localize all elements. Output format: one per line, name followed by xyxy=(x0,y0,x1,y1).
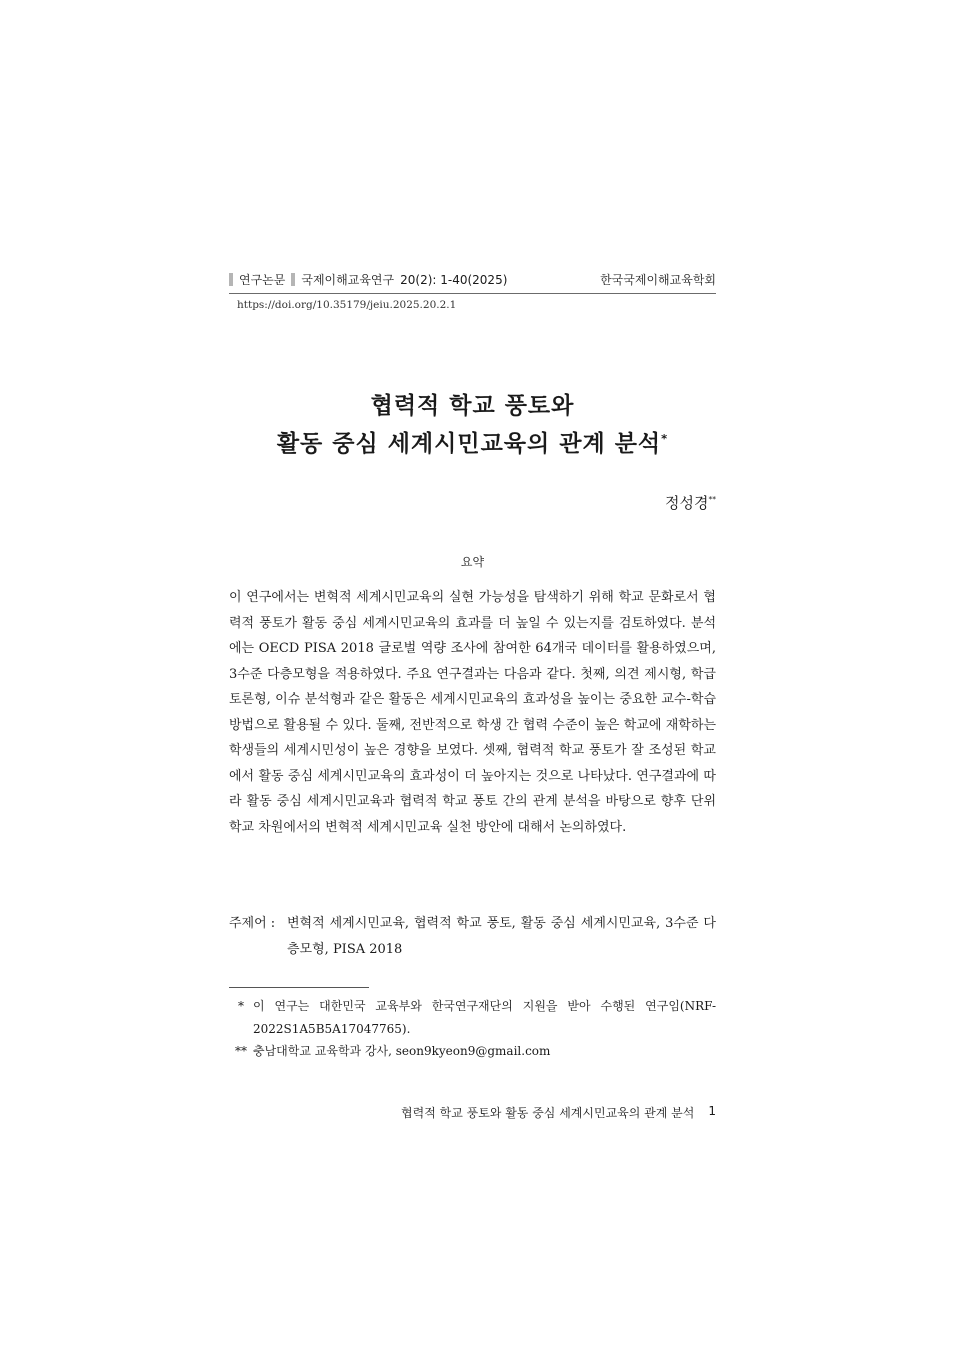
keywords-label: 주제어 : xyxy=(229,916,276,931)
author-name: 정성경 xyxy=(665,494,709,512)
footnote-mark: ** xyxy=(235,1044,247,1058)
author xyxy=(665,492,716,513)
footnote-text: 이 연구는 대한민국 교육부와 한국연구재단의 지원을 받아 수행된 연구임(NRF-2022S1A5B5A17047765). xyxy=(253,999,716,1036)
paper-title-line-2: 활동 중심 세계시민교육의 관계 분석* xyxy=(276,431,669,457)
journal-header xyxy=(229,271,716,294)
article-category: 연구논문 xyxy=(239,273,286,287)
journal-name: 국제이해교육연구 xyxy=(301,273,395,287)
abstract-text: 이 연구에서는 변혁적 세계시민교육의 실현 가능성을 탐색하기 위해 학교 문화로서 협력적 풍토가 활동 중심 세계시민교육의 효과를 더 높일 수 있는지를 검토하였다. 분석에는 OECD PISA 2018 글로벌 역량 조사에 참여한 64개국 데이터를 활용하였으며, 3수준 다층모형을 적용하였다. 주요 연구결과는 다음과 같다. 첫째, 의견 제시형, 학급 토론형, 이슈 분석형과 같은 활동은 세계시민교육의 효과성을 높이는 중요한 교수-학습 방법으로 활용될 수 있다. 둘째, 전반적으로 학생 간 협력 수준이 높은 학교에 재학하는 학생들의 세계시민성이 높은 경향을 보였다. 셋째, 협력적 학교 풍토가 잘 조성된 학교에서 활동 중심 세계시민교육의 효과성이 더 높아지는 것으로 나타났다. 연구결과에 따라 활동 중심 세계시민교육과 협력적 학교 풍토 간의 관계 분석을 바탕으로 향후 단위 학교 차원에서의 변혁적 세계시민교육 실천 방안에 대해서 논의하였다. xyxy=(229,590,716,835)
page-footer xyxy=(401,1104,716,1121)
title-footnote-mark: * xyxy=(661,431,669,446)
running-title: 협력적 학교 풍토와 활동 중심 세계시민교육의 관계 분석 xyxy=(401,1106,695,1120)
abstract-heading: 요약 xyxy=(460,555,485,569)
header-left xyxy=(229,271,507,288)
header-bar-marker xyxy=(291,273,295,286)
doi-link[interactable]: https://doi.org/10.35179/jeiu.2025.20.2.1 xyxy=(237,299,457,311)
page-number: 1 xyxy=(708,1104,716,1118)
footnote-funding xyxy=(229,995,716,1041)
journal-issue-pages: 20(2): 1-40(2025) xyxy=(400,272,508,287)
author-footnote-mark: ** xyxy=(708,495,716,504)
footnote-rule xyxy=(229,987,369,988)
header-bar-marker xyxy=(229,273,233,286)
footnote-mark: * xyxy=(238,999,244,1013)
keywords xyxy=(229,911,716,962)
paper-title-line-1: 협력적 학교 풍토와 xyxy=(370,393,575,419)
society-name: 한국국제이해교육학회 xyxy=(600,273,716,287)
keywords-text: 변혁적 세계시민교육, 협력적 학교 풍토, 활동 중심 세계시민교육, 3수준 다층모형, PISA 2018 xyxy=(287,916,716,957)
footnote-author-affiliation xyxy=(229,1040,716,1063)
footnote-text: 충남대학교 교육학과 강사, seon9kyeon9@gmail.com xyxy=(253,1044,551,1058)
